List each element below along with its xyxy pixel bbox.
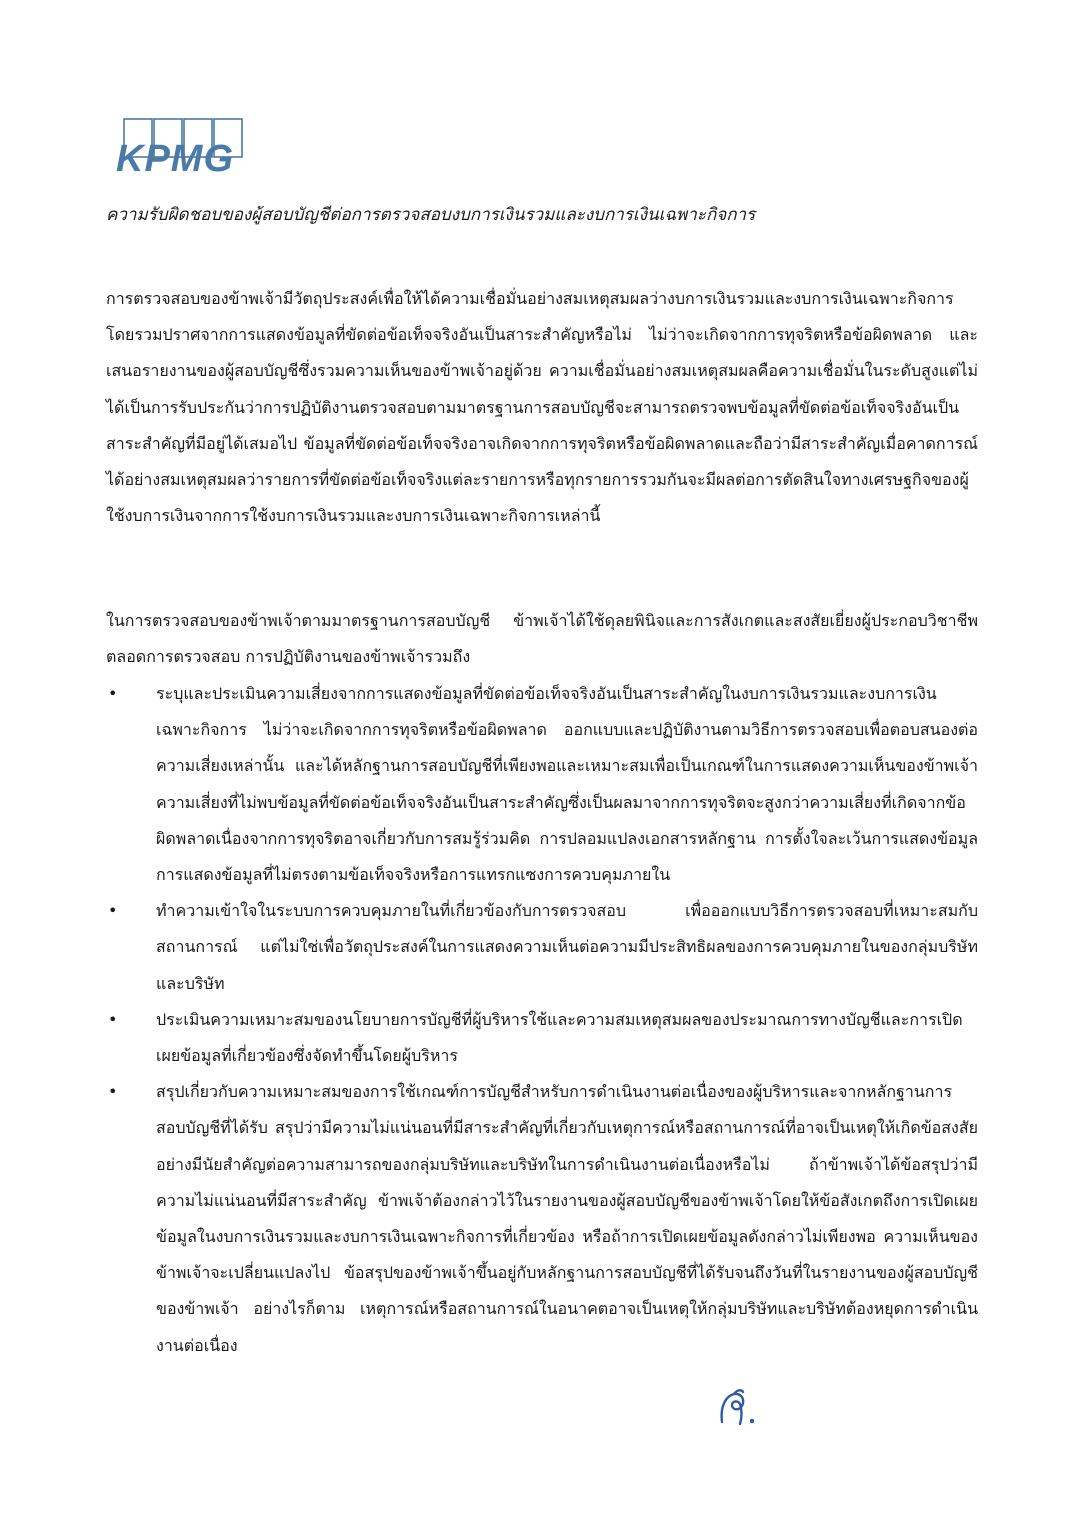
kpmg-logo (114, 118, 248, 178)
procedures-list (106, 676, 978, 1364)
list-item-text: สรุปเกี่ยวกับความเหมาะสมของการใช้เกณฑ์การบัญชีสำหรับการดำเนินงานต่อเนื่องของผู้บริหารและจากหลักฐานการสอบบัญชีที่ได้รับ สรุปว่ามีความไม่แน่นอนที่มีสาระสำคัญที่เกี่ยวกับเหตุการณ์หรือสถานการณ์ที่อาจเป็นเหตุให้เกิดข้อสงสัยอย่างมีนัยสำคัญต่อความสามารถของกลุ่มบริษัทและบริษัทในการดำเนินงานต่อเนื่องหรือไม่ ถ้าข้าพเจ้าได้ข้อสรุปว่ามีความไม่แน่นอนที่มีสาระสำคัญ ข้าพเจ้าต้องกล่าวไว้ในรายงานของผู้สอบบัญชีของข้าพเจ้าโดยให้ข้อสังเกตถึงการเปิดเผยข้อมูลในงบการเงินรวมและงบการเงินเฉพาะกิจการที่เกี่ยวข้อง หรือถ้าการเปิดเผยข้อมูลดังกล่าวไม่เพียงพอ ความเห็นของข้าพเจ้าจะเปลี่ยนแปลงไป ข้อสรุปของข้าพเจ้าขึ้นอยู่กับหลักฐานการสอบบัญชีที่ได้รับจนถึงวันที่ในรายงานของผู้สอบบัญชีของข้าพเจ้า อย่างไรก็ตาม เหตุการณ์หรือสถานการณ์ในอนาคตอาจเป็นเหตุให้กลุ่มบริษัทและบริษัทต้องหยุดการดำเนินงานต่อเนื่อง (156, 1082, 978, 1355)
section-heading: ความรับผิดชอบของผู้สอบบัญชีต่อการตรวจสอบงบการเงินรวมและงบการเงินเฉพาะกิจการ (106, 205, 756, 225)
list-item (106, 1074, 978, 1364)
signature-mark (712, 1384, 772, 1434)
svg-text:KPMG: KPMG (116, 138, 234, 178)
list-item-text: ประเมินความเหมาะสมของนโยบายการบัญชีที่ผู้บริหารใช้และความสมเหตุสมผลของประมาณการทางบัญชีและการเปิดเผยข้อมูลที่เกี่ยวข้องซึ่งจัดทำขึ้นโดยผู้บริหาร (156, 1009, 963, 1066)
list-item-text: ระบุและประเมินความเสี่ยงจากการแสดงข้อมูลที่ขัดต่อข้อเท็จจริงอันเป็นสาระสำคัญในงบการเงินรวมและงบการเงินเฉพาะกิจการ ไม่ว่าจะเกิดจากการทุจริตหรือข้อผิดพลาด ออกแบบและปฏิบัติงานตามวิธีการตรวจสอบเพื่อตอบสนองต่อความเสี่ยงเหล่านั้น และได้หลักฐานการสอบบัญชีที่เพียงพอและเหมาะสมเพื่อเป็นเกณฑ์ในการแสดงความเห็นของข้าพเจ้า ความเสี่ยงที่ไม่พบข้อมูลที่ขัดต่อข้อเท็จจริงอันเป็นสาระสำคัญซึ่งเป็นผลมาจากการทุจริตจะสูงกว่าความเสี่ยงที่เกิดจากข้อผิดพลาดเนื่องจากการทุจริตอาจเกี่ยวกับการสมรู้ร่วมคิด การปลอมแปลงเอกสารหลักฐาน การตั้งใจละเว้นการแสดงข้อมูล การแสดงข้อมูลที่ไม่ตรงตามข้อเท็จจริงหรือการแทรกแซงการควบคุมภายใน (156, 684, 978, 885)
list-item (106, 893, 978, 1002)
bullet-icon: • (108, 1082, 118, 1102)
list-item-text: ทำความเข้าใจในระบบการควบคุมภายในที่เกี่ยวข้องกับการตรวจสอบ เพื่อออกแบบวิธีการตรวจสอบที่เหมาะสมกับสถานการณ์ แต่ไม่ใช่เพื่อวัตถุประสงค์ในการแสดงความเห็นต่อความมีประสิทธิผลของการควบคุมภายในของกลุ่มบริษัทและบริษัท (156, 901, 978, 993)
kpmg-logo-mark (114, 118, 248, 178)
bullet-icon: • (108, 901, 118, 921)
bullet-icon: • (108, 1009, 118, 1029)
list-item (106, 676, 978, 893)
list-item (106, 1002, 978, 1074)
handwritten-initials (712, 1384, 772, 1434)
paragraph-procedures-intro: ในการตรวจสอบของข้าพเจ้าตามมาตรฐานการสอบบัญชี ข้าพเจ้าได้ใช้ดุลยพินิจและการสังเกตและสงสัยเยี่ยงผู้ประกอบวิชาชีพตลอดการตรวจสอบ การปฏิบัติงานของข้าพเจ้ารวมถึง (106, 611, 978, 667)
paragraph-objectives: การตรวจสอบของข้าพเจ้ามีวัตถุประสงค์เพื่อให้ได้ความเชื่อมั่นอย่างสมเหตุสมผลว่างบการเงินรวมและงบการเงินเฉพาะกิจการ โดยรวมปราศจากการแสดงข้อมูลที่ขัดต่อข้อเท็จจริงอันเป็นสาระสำคัญหรือไม่ ไม่ว่าจะเกิดจากการทุจริตหรือข้อผิดพลาด และเสนอรายงานของผู้สอบบัญชีซึ่งรวมความเห็นของข้าพเจ้าอยู่ด้วย ความเชื่อมั่นอย่างสมเหตุสมผลคือความเชื่อมั่นในระดับสูงแต่ไม่ได้เป็นการรับประกันว่าการปฏิบัติงานตรวจสอบตามมาตรฐานการสอบบัญชีจะสามารถตรวจพบข้อมูลที่ขัดต่อข้อเท็จจริงอันเป็นสาระสำคัญที่มีอยู่ได้เสมอไป ข้อมูลที่ขัดต่อข้อเท็จจริงอาจเกิดจากการทุจริตหรือข้อผิดพลาดและถือว่ามีสาระสำคัญเมื่อคาดการณ์ได้อย่างสมเหตุสมผลว่ารายการที่ขัดต่อข้อเท็จจริงแต่ละรายการหรือทุกรายการรวมกันจะมีผลต่อการตัดสินใจทางเศรษฐกิจของผู้ใช้งบการเงินจากการใช้งบการเงินรวมและงบการเงินเฉพาะกิจการเหล่านี้ (106, 289, 978, 526)
bullet-icon: • (108, 684, 118, 703)
